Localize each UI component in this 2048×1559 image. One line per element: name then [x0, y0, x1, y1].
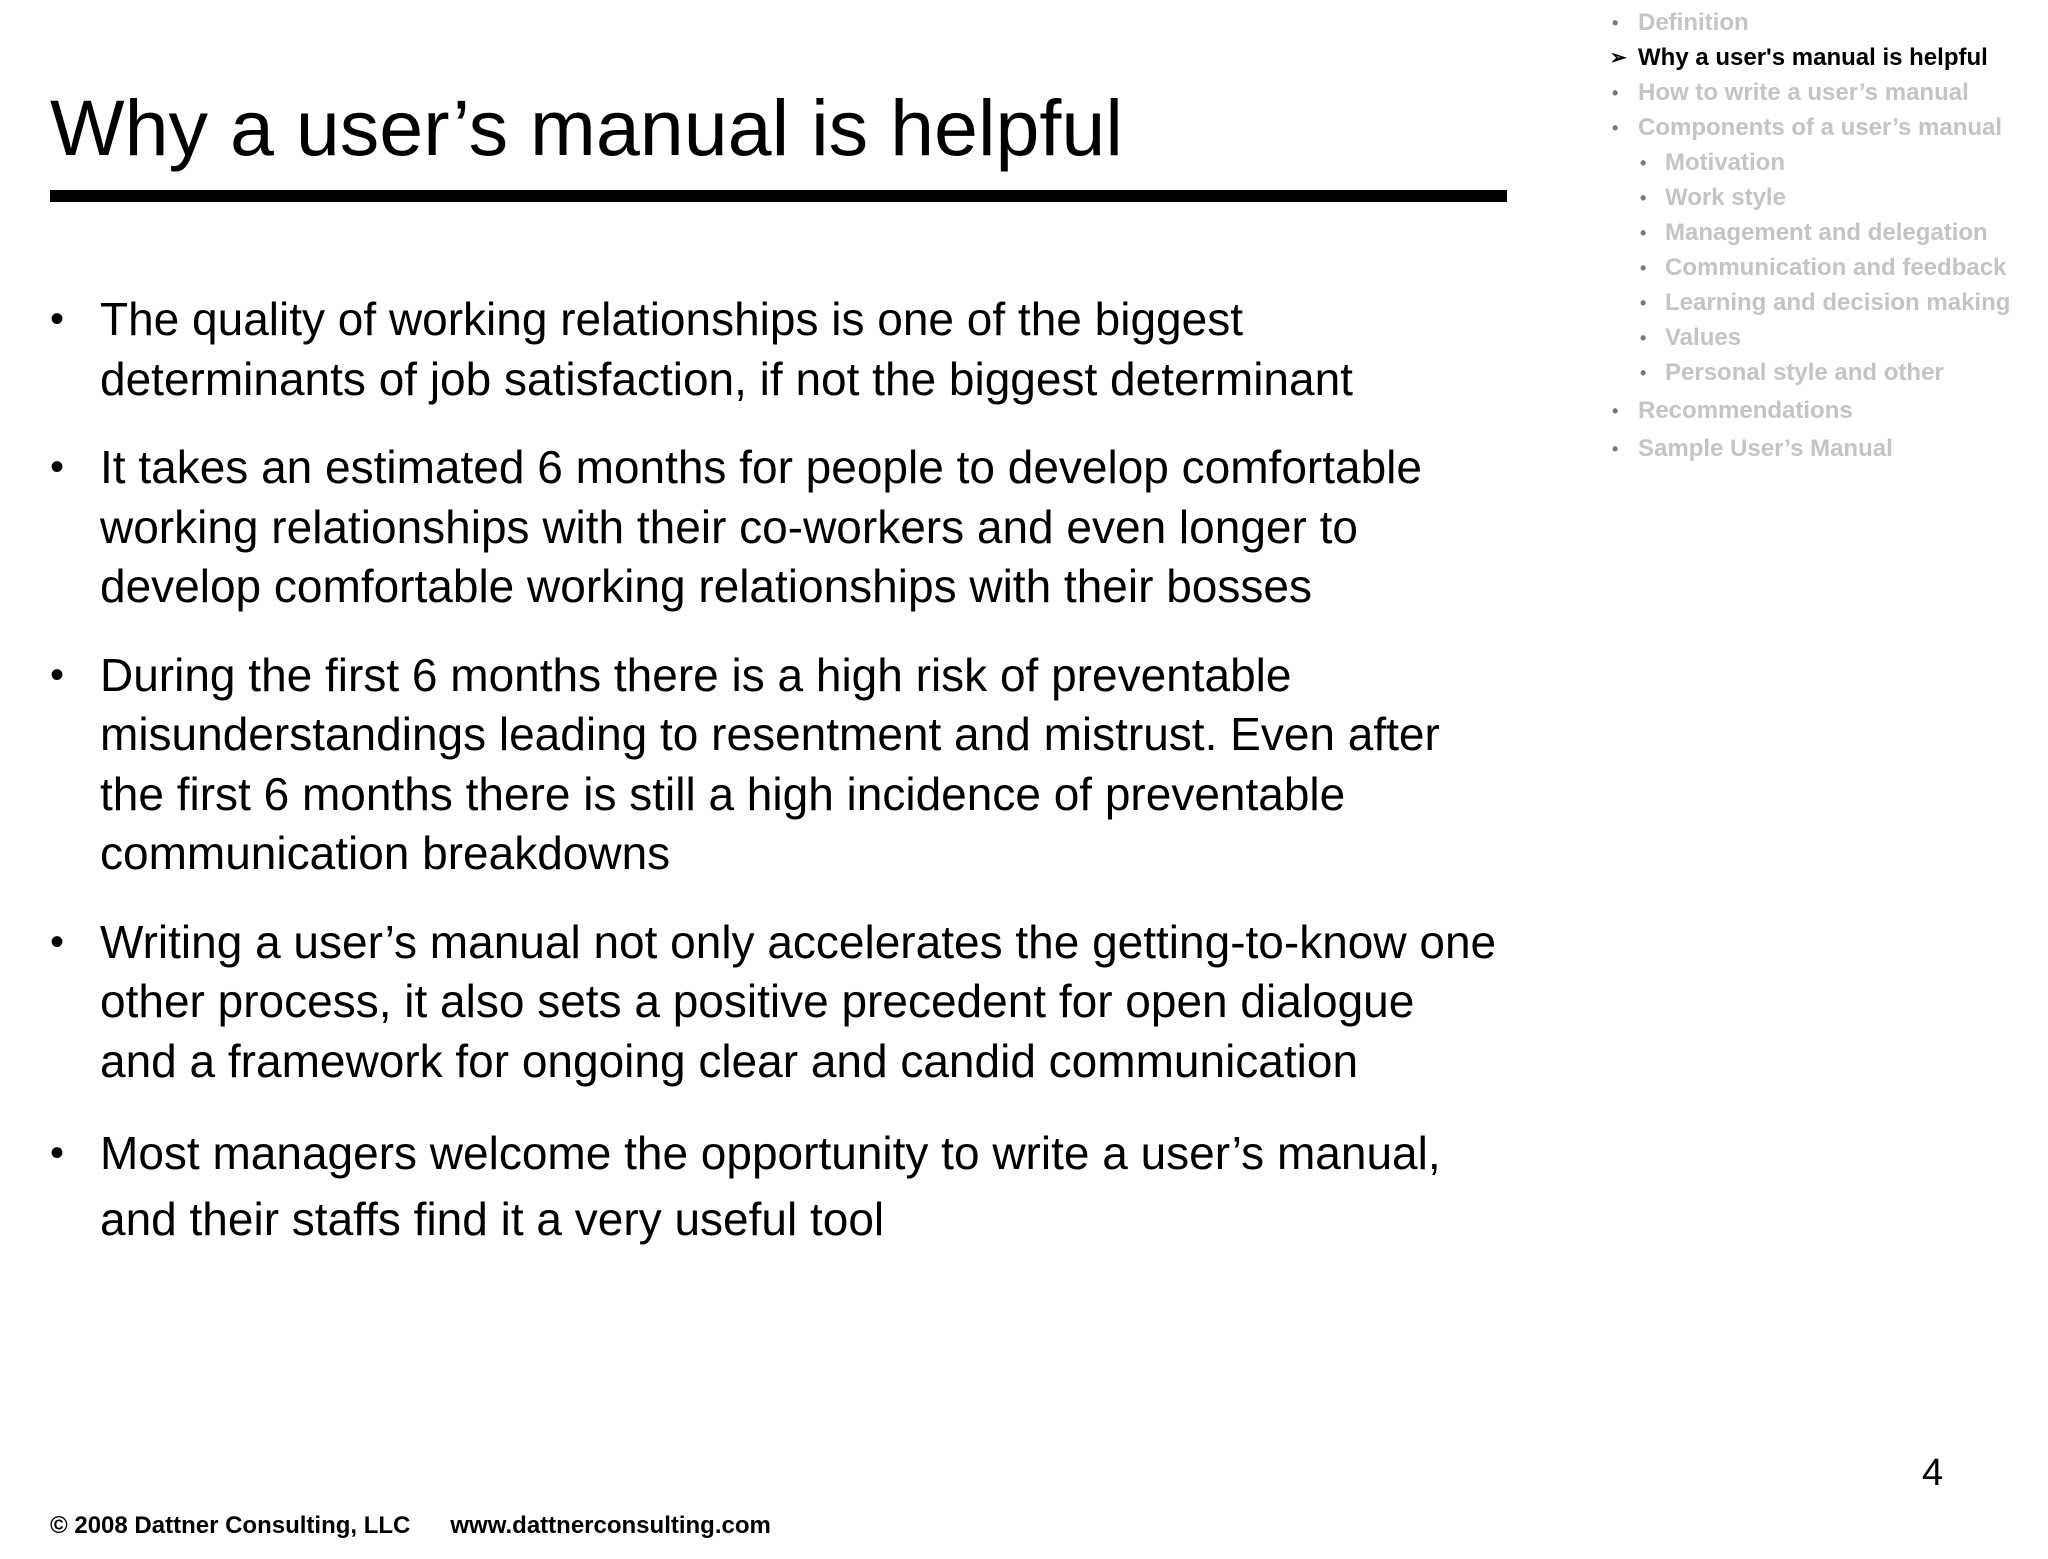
- section-navigation: [1610, 8, 2010, 469]
- nav-item-label: Personal style and other: [1665, 359, 1944, 386]
- nav-item-label: Communication and feedback: [1665, 254, 2007, 281]
- nav-item[interactable]: [1610, 43, 2010, 78]
- bullet-icon: •: [1640, 223, 1647, 243]
- bullet-item: [50, 1120, 1500, 1252]
- nav-item[interactable]: [1610, 288, 2010, 323]
- bullet-icon: •: [1640, 258, 1647, 278]
- nav-item[interactable]: [1610, 434, 2010, 469]
- nav-item[interactable]: [1610, 218, 2010, 253]
- bullet-text: During the first 6 months there is a high risk of preventable misunderstandings leading to resentment and mistrust. Even after the first 6 months there is still a high incidence of preventable communication breakdowns: [100, 648, 1440, 879]
- bullet-item: [50, 438, 1500, 617]
- bullet-item: [50, 646, 1500, 884]
- bullet-marker: •: [50, 1131, 65, 1175]
- nav-item-label: Components of a user’s manual: [1638, 114, 2003, 141]
- footer: [50, 1512, 771, 1540]
- slide-title: Why a user’s manual is helpful: [50, 83, 1123, 172]
- bullet-icon: •: [1640, 293, 1647, 313]
- bullet-icon: •: [1640, 363, 1647, 383]
- bullet-text: The quality of working relationships is one of the biggest determinants of job satisfaction, if not the biggest determinant: [100, 293, 1353, 405]
- bullet-item: [50, 290, 1500, 409]
- nav-item[interactable]: [1610, 396, 2010, 431]
- nav-item[interactable]: [1610, 113, 2010, 148]
- bullet-list: [50, 290, 1500, 1281]
- bullet-icon: •: [1612, 439, 1619, 459]
- nav-item-label: Values: [1665, 324, 1742, 351]
- bullet-marker: •: [50, 919, 65, 964]
- bullet-icon: •: [1640, 328, 1647, 348]
- nav-item[interactable]: [1610, 78, 2010, 113]
- bullet-icon: •: [1612, 13, 1619, 33]
- bullet-item: [50, 913, 1500, 1092]
- nav-item[interactable]: [1610, 183, 2010, 218]
- website-link[interactable]: www.dattnerconsulting.com: [450, 1512, 771, 1539]
- bullet-text: Writing a user’s manual not only accelerates the getting-to-know one other process, it also sets a positive precedent for open dialogue and a framework for ongoing clear and candid communication: [100, 915, 1497, 1087]
- bullet-icon: •: [1640, 153, 1647, 173]
- nav-item[interactable]: [1610, 323, 2010, 358]
- nav-item-label: Why a user's manual is helpful: [1638, 44, 1988, 71]
- nav-item-label: Sample User’s Manual: [1638, 435, 1893, 462]
- title-underline-rule: [50, 190, 1507, 202]
- nav-item-label: Learning and decision making: [1665, 289, 2011, 316]
- nav-item[interactable]: [1610, 148, 2010, 183]
- nav-item-label: Work style: [1665, 184, 1786, 211]
- nav-item-label: How to write a user’s manual: [1638, 79, 1969, 106]
- current-arrow-icon: ➢: [1610, 47, 1627, 69]
- nav-item[interactable]: [1610, 358, 2010, 393]
- bullet-marker: •: [50, 652, 65, 697]
- copyright-text: © 2008 Dattner Consulting, LLC: [50, 1512, 411, 1539]
- nav-item-label: Management and delegation: [1665, 219, 1988, 246]
- nav-item-label: Motivation: [1665, 149, 1785, 176]
- page-number: 4: [1922, 1452, 1944, 1494]
- bullet-icon: •: [1640, 188, 1647, 208]
- bullet-icon: •: [1612, 401, 1619, 421]
- bullet-icon: •: [1612, 118, 1619, 138]
- bullet-icon: •: [1612, 83, 1619, 103]
- bullet-marker: •: [50, 445, 65, 489]
- bullet-text: Most managers welcome the opportunity to write a user’s manual, and their staffs find it a very useful tool: [100, 1127, 1441, 1245]
- nav-item[interactable]: [1610, 8, 2010, 43]
- nav-item[interactable]: [1610, 253, 2010, 288]
- nav-item-label: Definition: [1638, 9, 1749, 36]
- bullet-text: It takes an estimated 6 months for people to develop comfortable working relationships with their co-workers and even longer to develop comfortable working relationships with their bosses: [100, 441, 1422, 612]
- nav-item-label: Recommendations: [1638, 397, 1853, 424]
- bullet-marker: •: [50, 297, 65, 341]
